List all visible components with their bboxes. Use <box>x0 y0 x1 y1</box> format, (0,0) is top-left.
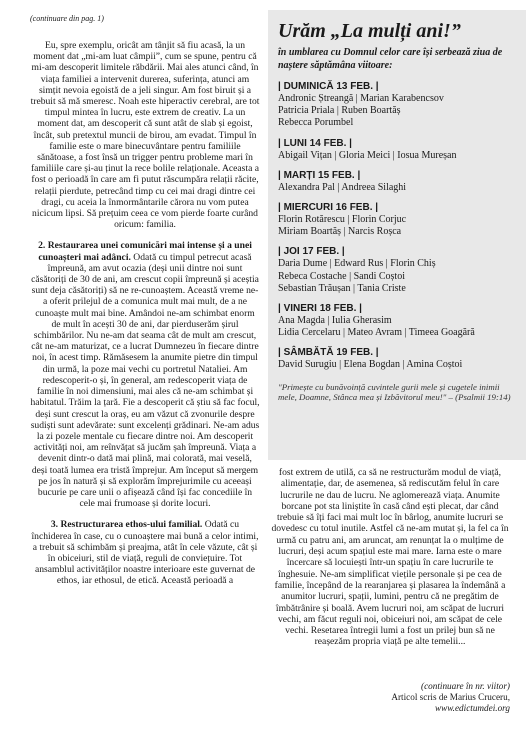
names-line: Rebeca Costache | Sandi Coștoi <box>278 270 405 282</box>
section-3-heading: 3. Restructurarea ethos-ului familial. <box>50 519 203 531</box>
continued-next-note: (continuare în nr. viitor) <box>421 681 510 691</box>
names-line: Florin Rotărescu | Florin Corjuc <box>278 214 407 226</box>
day-heading: | LUNI 14 FEB. | <box>278 137 352 149</box>
names-line: Patricia Priala | Ruben Boartăș <box>278 105 401 117</box>
section-3 <box>30 519 260 586</box>
day-heading: | JOI 17 FEB. | <box>278 246 345 258</box>
source-link[interactable]: www.edictumdei.org <box>434 703 510 713</box>
article-right-column <box>268 467 512 648</box>
day-block <box>278 302 516 339</box>
paragraph-1: Eu, spre exemplu, oricât am tânjit să fiu acasă, la un moment dat „mi-am luat câmpii”, cum se spune, pentru că mi-am descoperit limitele răbdării. Mai ales atunci când, în viața familiei a intervenit durerea, suferința, atunci am simțit nevoia egoistă de a jeli singur. Am fost biruit și a trebuit să mă smeresc. Noah este hiperactiv cerebral, are tot timpul mintea în lucru, este extrem de creativ. La un moment dat, am descoperit că sunt atât de slab și egoist, încât, sub pretextul muncii de birou, am evadat. Timpul în familie este o mare binecuvântare pentru familiile sănătoase, a fost însă un trigger pentru probleme mari în familiile care și-au ținut la rece bolile relaționale. Aceasta a fost o perioadă în care am fi putut răscumpăra relații răcite, relații pierdute, petrecând timp cu cei mai dragi dintre cei dragi, cu aceia la înmormântarile cărora nu vom putea nicicum lipsi. Să prețuim ceea ce vom pierde foarte curând oricum: familia. <box>30 40 260 231</box>
names-line: Miriam Boartăș | Narcis Roșca <box>278 226 402 238</box>
paragraph-continued: fost extrem de utilă, ca să ne restructurăm modul de viață, alimentație, dar, de asemenea, să rediscutăm felul în care lucrurile ne dau de lucru. Ne aglomerează viața. Anumite borcane pot sta liniștite în casă când ești plecat, dar când trebuie să îți faci mai mult loc în bârlog, anumite lucruri se dovedesc cu totul inutile. Astfel că ne-am mutat și, la fel ca în urmă cu patru ani, am aruncat, am renunțat la o mulțime de lucruri, deși acum spațiul este mai mare. Iarna este o mare încercare să locuiești într-un spațiu în care lucrurile te înghesuie. Ne-am simplificat viețile personale și pe cea de familie, începând de la rearanjarea și plasarea la îndemână a anumitor lucruri, spații, lumini, pentru că ne pregătim de îmbătrânire și boală. Avem lucruri noi, am scăpat de lucruri vechi, am făcut reguli noi, obiceiuri noi, am scăpat de cele vechi. Resetarea întregii lumi a fost un prilej bun să ne reașezăm propria viață pe alte temelii... <box>271 467 509 648</box>
names-line: Andronic Ștreangă | Marian Karabencsov <box>278 93 444 104</box>
day-block <box>278 201 516 238</box>
birthday-subtitle: în umblarea cu Domnul celor care își serbează ziua de naștere săptămâna viitoare: <box>278 47 503 71</box>
psalm-quote: "Primește cu bunăvoință cuvintele gurii mele și cugetele inimii mele, Doamne, Stânca mea și Izbăvitorul meu!" – (Psalmii 19:14) <box>278 381 511 403</box>
day-block <box>278 169 516 194</box>
day-heading: | MIERCURI 16 FEB. | <box>278 202 379 214</box>
section-2-heading: 2. Restaurarea unei comunicări mai intense și a unei cunoașteri mai adânci. <box>38 240 252 263</box>
section-2-text: Odată cu timpul petrecut acasă împreună, am avut ocazia (deși unii dintre noi sunt căsătoriți de 30 de ani, am crescut copii împreună și aceștia sunt deja căsătoriți) să ne re-cunoaștem. Această vreme ne-a oferit prilejul de a comunica mult mai mult, de a ne cunoaște mult mai bine. Amândoi ne-am schimbat enorm de mult în acești 30 de ani, dar pierduserăm șirul schimbărilor. Nu ne-am dat seama cât de mult am crescut, cât ne-am maturizat, ce a lucrat Dumnezeu în fiecare dintre noi, în acest timp. Rămăsesem la anumite pietre din timpul din urmă, la poze mai vechi cu portretul Nataliei. Am redescoperit-o și, în general, am redescoperit viața de familie în noi dimensiuni, mai ales că ne-am schimbat și habitatul. Trăim la țară. Fie a descoperit că știu să fac focul, deși sunt crescut la oraș, eu am văzut că zvonurile despre sudiști sunt adevărate: sunt excelenți grădinari. Ne-am adus la zi pozele mentale cu fiecare dintre noi. Am descoperit activități noi, am reînvățat să jucăm șah împreună. Viața a devenit dintr-o dată mai plină, mai colorată, mai veselă, deși toată lumea era tristă împrejur. Am început să mergem pe jos în natură și să explorăm împrejurimile cu aceeași bucurie pe care unii o afișează când își fac concediile în cele mai frumoase și dorite locuri. <box>30 251 260 510</box>
names-line: Sebastian Trăușan | Tania Criste <box>278 282 406 294</box>
article-left-column <box>30 40 260 597</box>
names-line: Rebecca Porumbel <box>278 117 354 129</box>
continued-from-note: (continuare din pag. 1) <box>30 14 104 23</box>
day-block <box>278 137 516 162</box>
section-3-text: Odată cu închiderea în case, cu o cunoaștere mai bună a celor intimi, a trebuit să schimbăm și preajma, atât în cele văzute, cât și în obiceiuri, stil de viață, reguli de conviețuire. Tot ansamblul activităților noastre interioare este guvernat de ethos, iar ethosul, de etică. Această perioadă a <box>31 519 259 587</box>
day-block <box>278 346 516 371</box>
section-2 <box>30 240 260 509</box>
day-heading: | DUMINICĂ 13 FEB. | <box>278 81 379 92</box>
day-heading: | SÂMBĂTĂ 19 FEB. | <box>278 347 379 359</box>
birthday-box <box>268 10 526 460</box>
author-credit: Articol scris de Marius Cruceru, <box>391 692 510 702</box>
names-line: Lidia Cercelaru | Mateo Avram | Timeea Goagără <box>278 327 475 339</box>
names-line: Ana Magda | Iulia Gherasim <box>278 315 392 327</box>
day-block <box>278 245 516 295</box>
article-footer <box>391 681 510 714</box>
names-line: Abigail Vițan | Gloria Meici | Iosua Mureșan <box>278 149 457 161</box>
names-line: Alexandra Pal | Andreea Silaghi <box>278 181 407 193</box>
day-block <box>278 80 516 130</box>
names-line: Daria Dume | Edward Rus | Florin Chiș <box>278 258 436 270</box>
day-heading: | VINERI 18 FEB. | <box>278 303 362 315</box>
names-line: David Surugiu | Elena Bogdan | Amina Coștoi <box>278 359 463 371</box>
day-heading: | MARȚI 15 FEB. | <box>278 169 361 181</box>
birthday-title: Urăm „La mulți ani!” <box>278 20 461 42</box>
